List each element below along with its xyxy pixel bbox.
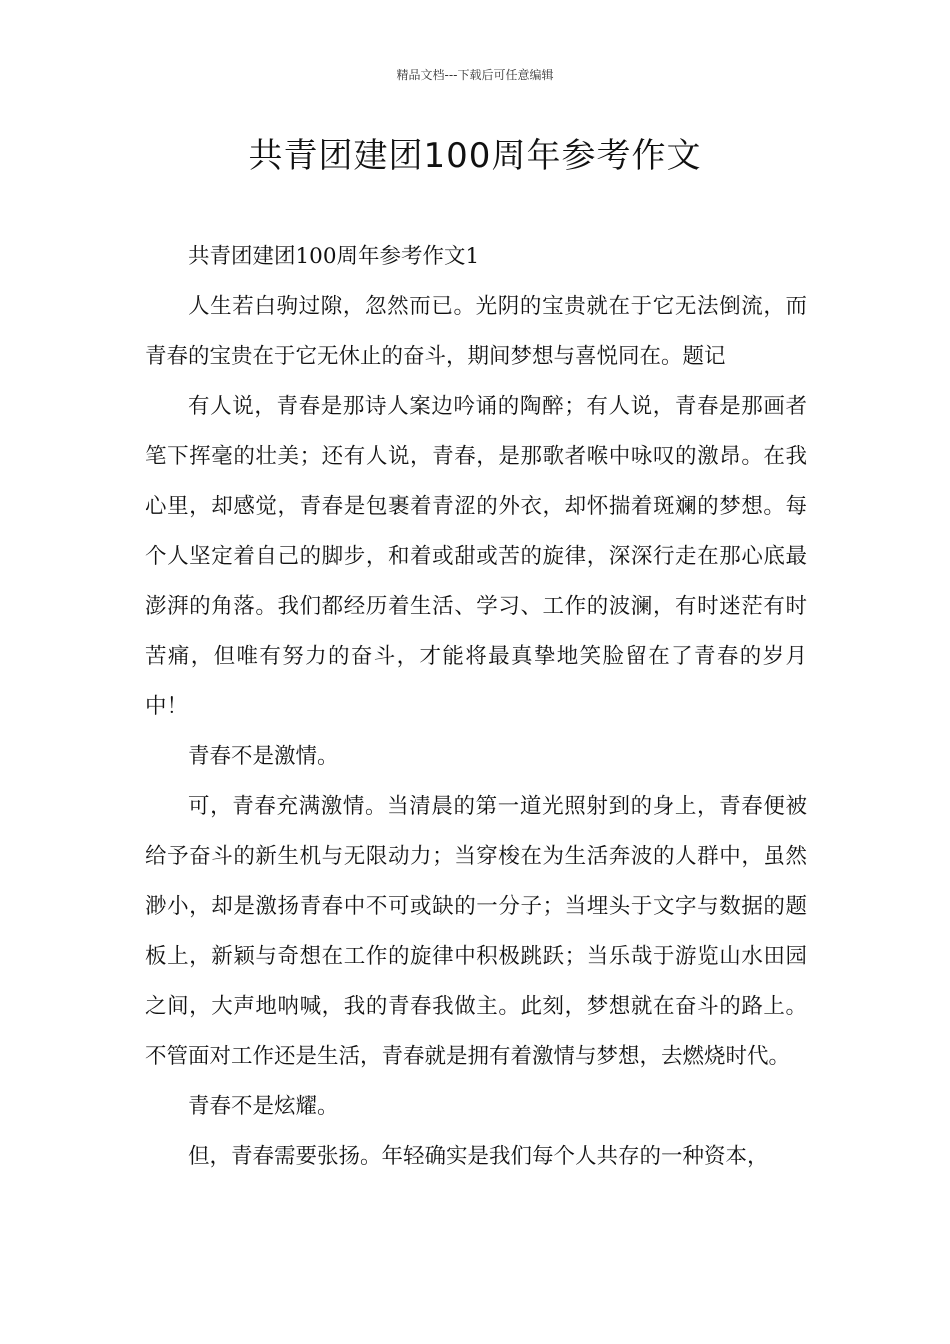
paragraph: 可，青春充满激情。当清晨的第一道光照射到的身上，青春便被给予奋斗的新生机与无限动力；当穿梭在为生活奔波的人群中，虽然渺小，却是激扬青春中不可或缺的一分子；当埋头于文字与数据的题板上，新颖与奇想在工作的旋律中积极跳跃；当乐哉于游览山水田园之间，大声地呐喊，我的青春我做主。此刻，梦想就在奋斗的路上。不管面对工作还是生活，青春就是拥有着激情与梦想，去燃烧时代。 xyxy=(145,794,807,1069)
paragraph: 有人说，青春是那诗人案边吟诵的陶醉；有人说，青春是那画者笔下挥毫的壮美；还有人说，青春，是那歌者喉中咏叹的激昂。在我心里，却感觉，青春是包裹着青涩的外衣，却怀揣着斑斓的梦想。每个人坚定着自己的脚步，和着或甜或苦的旋律，深深行走在那心底最澎湃的角落。我们都经历着生活、学习、工作的波澜，有时迷茫有时苦痛，但唯有努力的奋斗，才能将最真挚地笑脸留在了青春的岁月中！ xyxy=(145,394,807,719)
document-body xyxy=(145,232,807,1182)
paragraph: 人生若白驹过隙，忽然而已。光阴的宝贵就在于它无法倒流，而青春的宝贵在于它无休止的奋斗，期间梦想与喜悦同在。题记 xyxy=(145,294,807,369)
paragraph: 青春不是炫耀。 xyxy=(188,1094,339,1119)
paragraph: 青春不是激情。 xyxy=(188,744,339,769)
paragraph: 但，青春需要张扬。年轻确实是我们每个人共存的一种资本， xyxy=(188,1144,769,1169)
paragraph-subtitle: 共青团建团100周年参考作文1 xyxy=(188,244,480,269)
document-title: 共青团建团100周年参考作文 xyxy=(248,136,702,176)
header-note: 精品文档---下载后可任意编辑 xyxy=(396,68,554,82)
